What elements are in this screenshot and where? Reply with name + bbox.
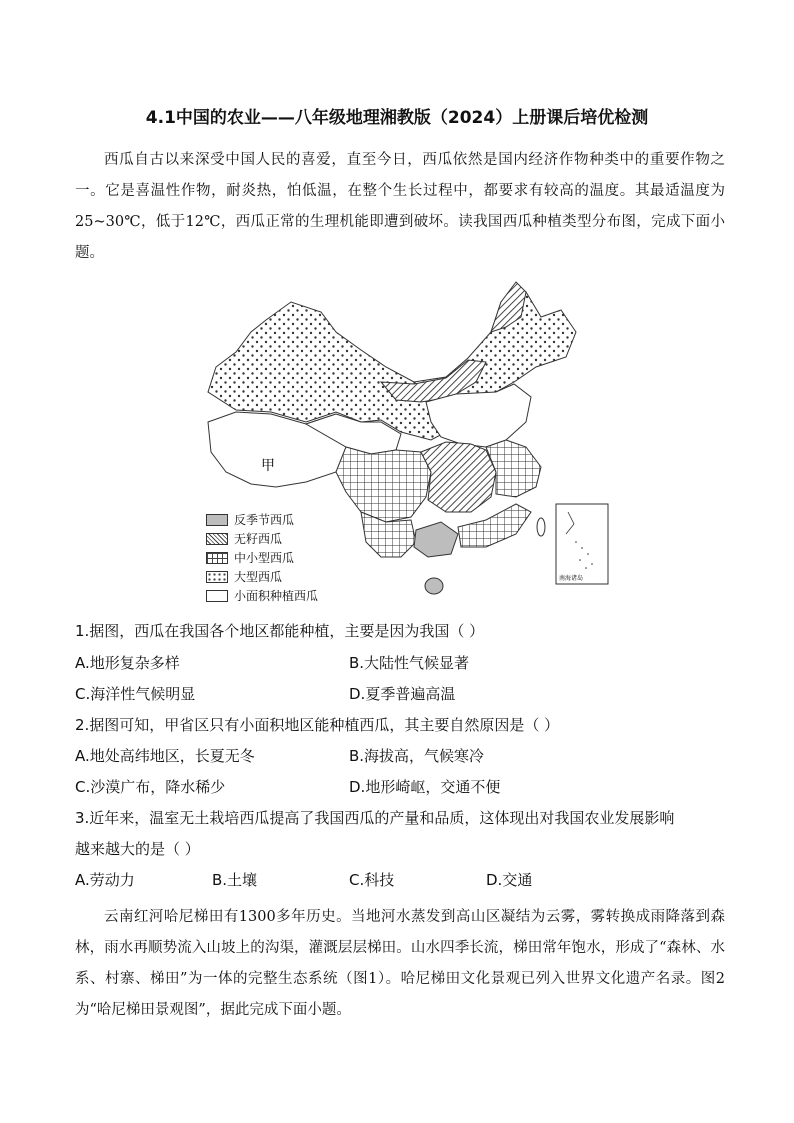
q2-option-d[interactable]: D.地形崎岖，交通不便: [349, 778, 501, 796]
map-region-east-grid: [486, 440, 541, 497]
legend-label: 中小型西瓜: [234, 551, 295, 565]
map-region-hainan: [425, 578, 443, 594]
intro-paragraph-watermelon: 西瓜自古以来深受中国人民的喜爱，直至今日，西瓜依然是国内经济作物种类中的重要作物之一。它是喜温性作物，耐炎热，怕低温，在整个生长过程中，都要求有较高的温度。其最适温度为25~30℃，低于12℃，西瓜正常的生理机能即遭到破坏。读我国西瓜种植类型分布图，完成下面小题。: [75, 152, 725, 261]
q1-option-d[interactable]: D.夏季普遍高温: [349, 685, 456, 703]
legend-label: 大型西瓜: [234, 570, 283, 584]
legend-item: [206, 548, 318, 567]
map-region-sichuan: [336, 447, 431, 522]
q3-option-b[interactable]: B.土壤: [212, 871, 258, 889]
legend-label: 反季节西瓜: [234, 513, 295, 527]
map-region-taiwan: [537, 518, 545, 536]
legend-item: [206, 567, 318, 586]
intro-paragraph-hani-terraces: 云南红河哈尼梯田有1300多年历史。当地河水蒸发到高山区凝结为云雾，雾转换成雨降落到森林，雨水再顺势流入山坡上的沟渠，灌溉层层梯田。山水四季长流，梯田常年饱水，形成了“森林、水系、村寨、梯田”为一体的完整生态系统（图1）。哈尼梯田文化景观已列入世界文化遗产名录。图2为“哈尼梯田景观图”，据此完成下面小题。: [75, 909, 725, 1018]
legend-label: 无籽西瓜: [234, 532, 283, 546]
legend-item: [206, 510, 318, 529]
legend-label: 小面积种植西瓜: [234, 589, 319, 603]
q3-option-c[interactable]: C.科技: [349, 871, 395, 889]
legend-item: [206, 586, 318, 605]
q2-option-b[interactable]: B.海拔高，气候寒冷: [349, 747, 485, 765]
question-1-stem: 1.据图，西瓜在我国各个地区都能种植，主要是因为我国（ ）: [75, 622, 485, 640]
map-region-central-hatch: [421, 442, 496, 512]
legend-swatch-grid: [206, 552, 228, 564]
q2-option-a[interactable]: A.地处高纬地区，长夏无冬: [75, 747, 255, 765]
question-3-stem-line2: 越来越大的是（ ）: [75, 840, 200, 858]
q3-option-a[interactable]: A.劳动力: [75, 871, 135, 889]
south-china-sea-inset: [556, 504, 608, 584]
map-region-guangxi: [414, 522, 458, 557]
q2-option-c[interactable]: C.沙漠广布，降水稀少: [75, 778, 226, 796]
legend-item: [206, 529, 318, 548]
question-2-stem: 2.据图可知，甲省区只有小面积地区能种植西瓜，其主要自然原因是（ ）: [75, 716, 560, 734]
page-title: 4.1中国的农业——八年级地理湘教版（2024）上册课后培优检测: [145, 108, 649, 128]
q1-option-c[interactable]: C.海洋性气候明显: [75, 685, 196, 703]
q3-option-d[interactable]: D.交通: [486, 871, 533, 889]
legend-swatch-white: [206, 590, 228, 602]
question-3-stem-line1: 3.近年来，温室无土栽培西瓜提高了我国西瓜的产量和品质，这体现出对我国农业发展影响: [75, 809, 675, 827]
legend-swatch-hatch: [206, 533, 228, 545]
inset-label: 南海诸岛: [559, 575, 584, 582]
legend-swatch-dots: [206, 571, 228, 583]
map-region-label: 甲: [261, 458, 275, 474]
q1-option-a[interactable]: A.地形复杂多样: [75, 654, 180, 672]
q1-option-b[interactable]: B.大陆性气候显著: [349, 654, 470, 672]
map-legend: [206, 510, 318, 605]
legend-swatch-gray: [206, 514, 228, 526]
